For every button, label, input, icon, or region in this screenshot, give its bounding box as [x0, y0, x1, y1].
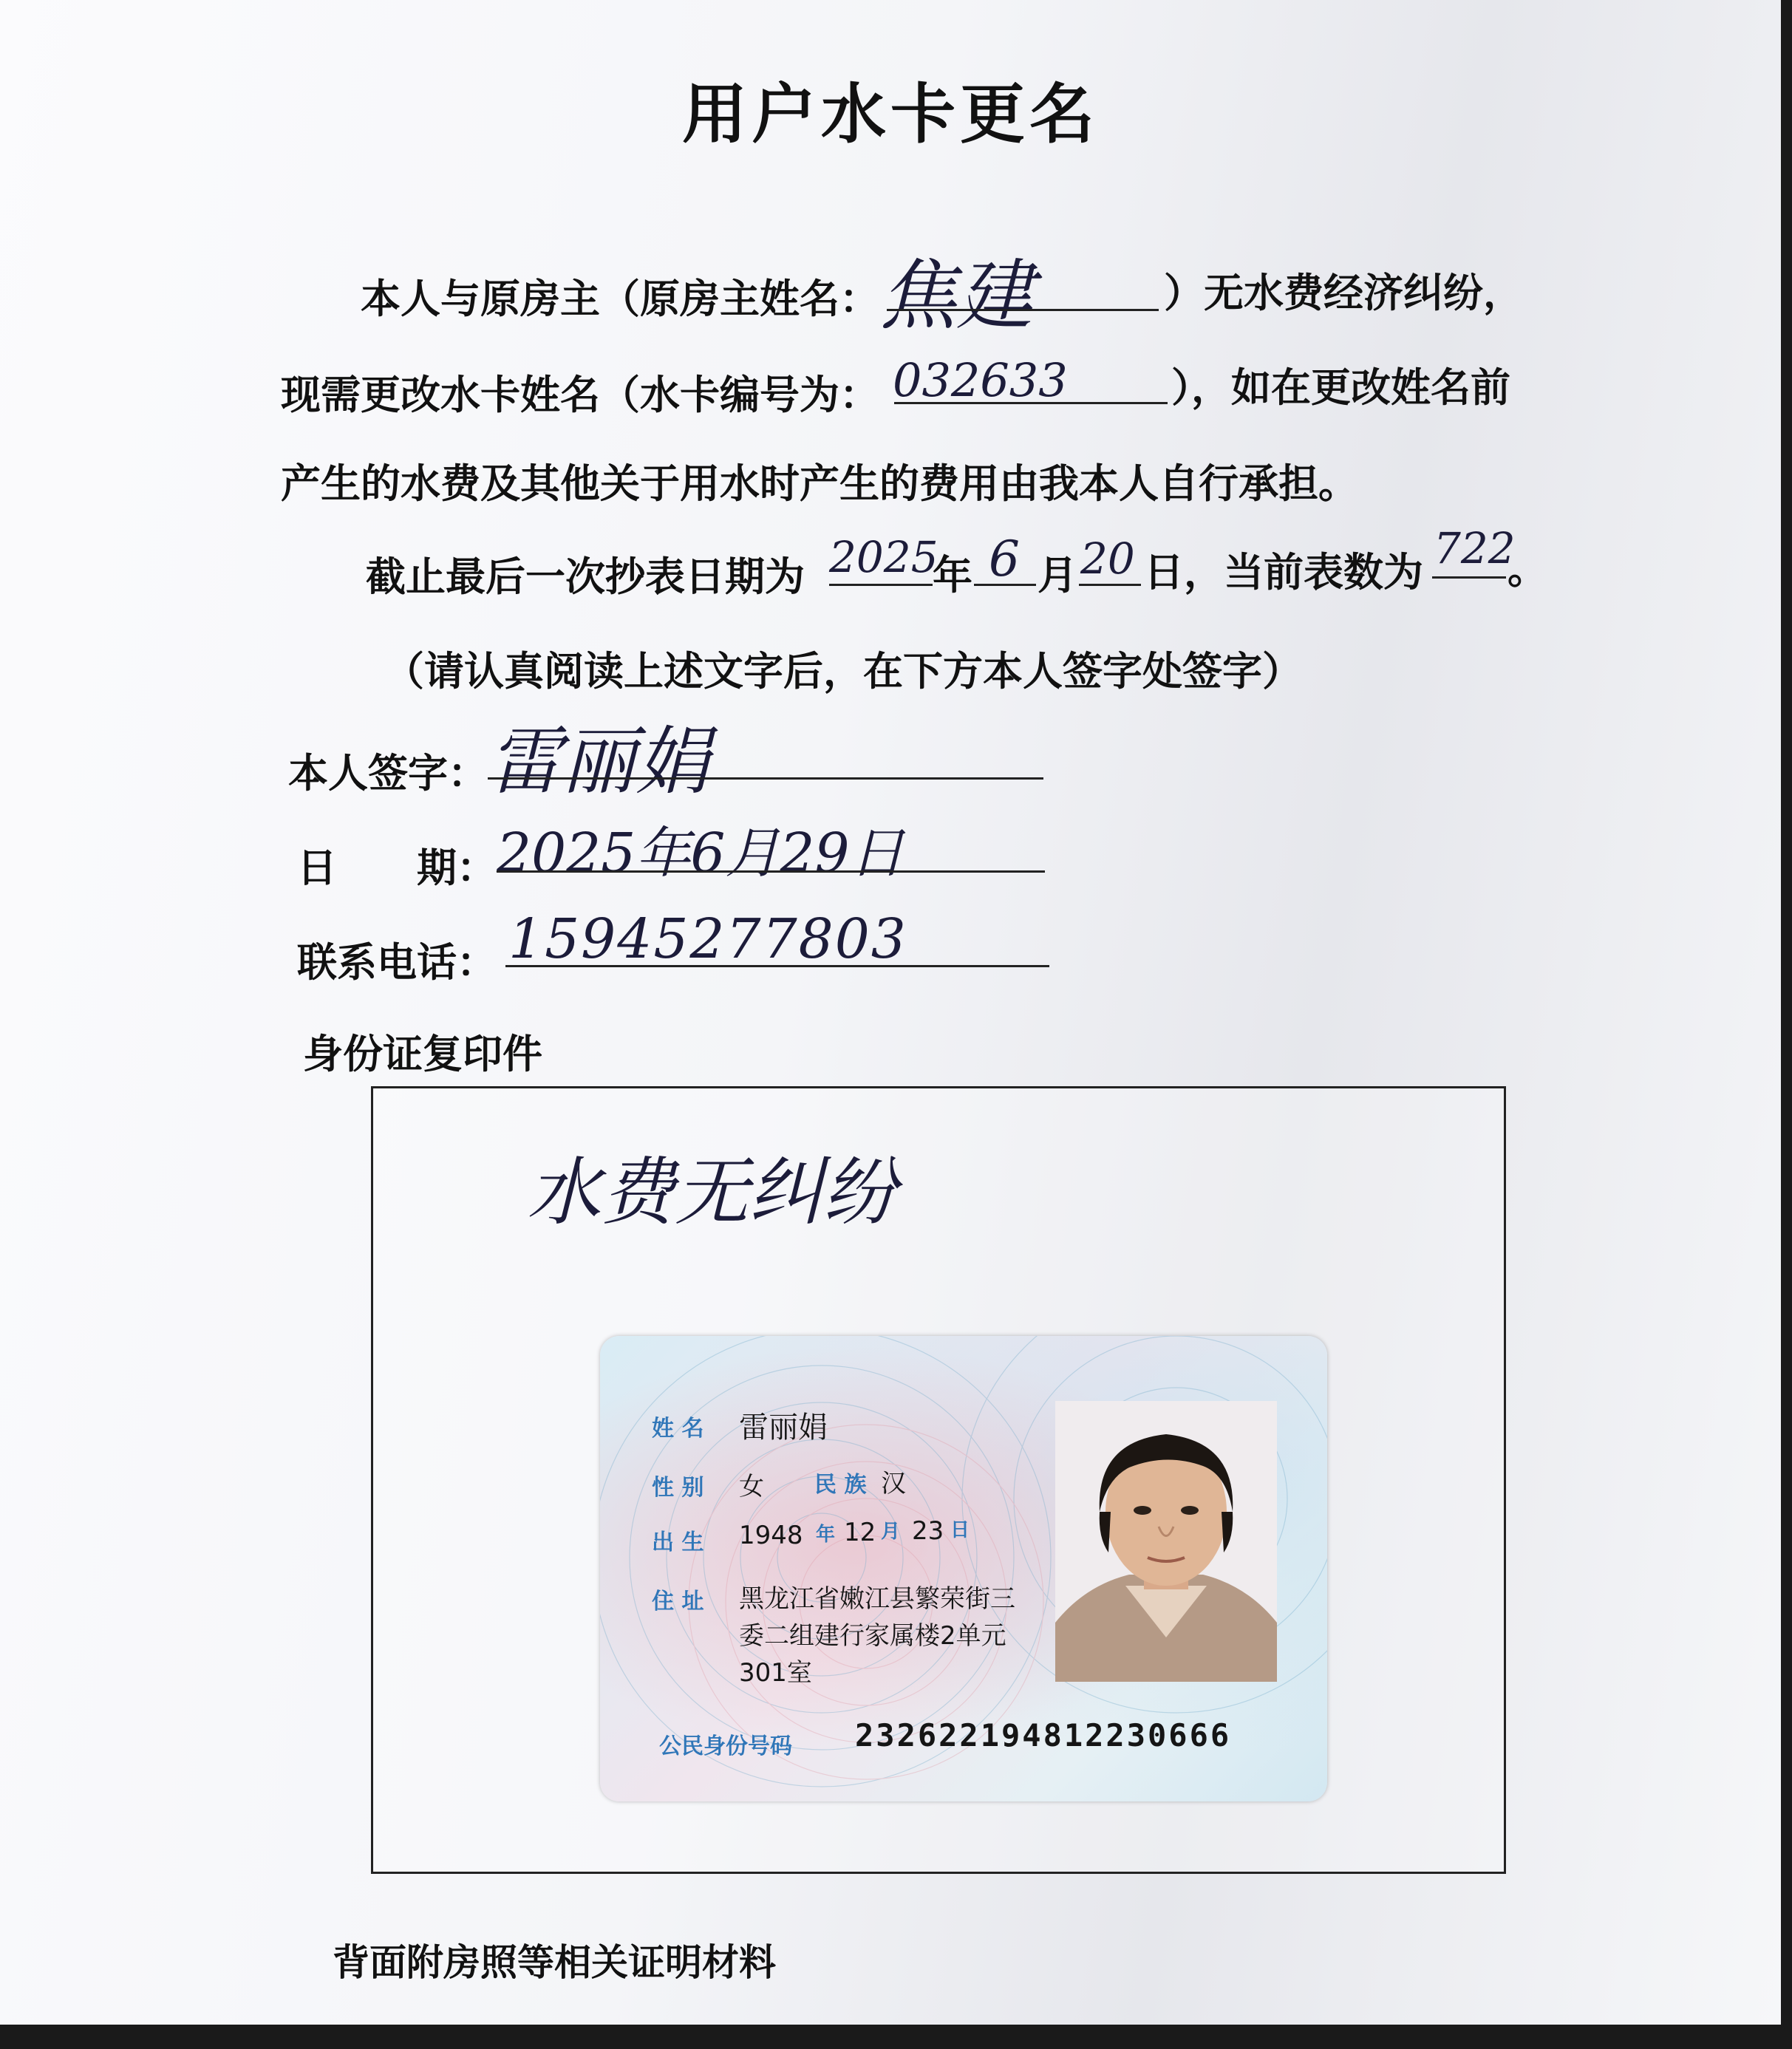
signature-label: 本人签字：: [288, 750, 488, 797]
signature-handwritten: 雷丽娟: [488, 718, 709, 805]
id-copy-label: 身份证复印件: [303, 1031, 542, 1077]
id-birth-month-unit: 月: [881, 1521, 901, 1543]
phone-underline: [505, 965, 1049, 967]
para4-prefix: 截止最后一次抄表日期为: [366, 553, 805, 600]
id-address-line2: 委二组建行家属楼2单元: [739, 1621, 1006, 1651]
id-birth-month: 12: [844, 1518, 876, 1547]
document-title: 用户水卡更名: [681, 76, 1099, 152]
id-sex: 女: [739, 1472, 764, 1501]
day-unit: 日，当前表数为: [1144, 549, 1423, 596]
id-number: 232622194812230666: [855, 1717, 1232, 1753]
signing-notice: （请认真阅读上述文字后，在下方本人签字处签字）: [384, 648, 1302, 695]
id-birth-label: 出 生: [652, 1530, 704, 1555]
phone-handwritten: 15945277803: [508, 907, 907, 971]
box-handwritten-note: 水费无纠纷: [527, 1149, 896, 1235]
year-underline: [829, 584, 933, 586]
para1-suffix: ）无水费经济纠纷，: [1164, 270, 1523, 316]
year-unit: 年: [933, 552, 972, 599]
month-unit: 月: [1038, 552, 1077, 599]
para2-prefix: 现需更改水卡姓名（水卡编号为：: [281, 372, 879, 418]
id-ethnicity: 汉: [881, 1469, 906, 1499]
meter-reading-handwritten: 722: [1434, 523, 1516, 573]
reading-day-handwritten: 20: [1080, 533, 1135, 584]
id-sex-label: 性 别: [652, 1475, 704, 1501]
id-birth-year: 1948: [739, 1521, 803, 1550]
reading-month-handwritten: 6: [989, 531, 1020, 587]
id-ethnicity-label: 民 族: [814, 1472, 867, 1498]
id-birth-year-unit: 年: [816, 1524, 836, 1546]
id-birth-day: 23: [912, 1516, 944, 1546]
id-name: 雷丽娟: [739, 1411, 828, 1445]
reading-underline: [1432, 576, 1506, 579]
para4-end: 。: [1507, 546, 1547, 593]
id-name-label: 姓 名: [652, 1416, 704, 1442]
id-number-label: 公民身份号码: [659, 1733, 792, 1759]
month-underline: [974, 584, 1036, 586]
day-underline: [1079, 584, 1141, 586]
owner-name-underline: [887, 309, 1159, 311]
footer-note: 背面附房照等相关证明材料: [333, 1941, 776, 1984]
phone-label: 联系电话：: [297, 939, 497, 986]
card-number-underline: [894, 402, 1168, 404]
date-handwritten: 2025年6月29日: [497, 822, 904, 885]
id-address-line1: 黑龙江省嫩江县繁荣街三: [739, 1584, 1015, 1614]
para3-text: 产生的水费及其他关于用水时产生的费用由我本人自行承担。: [281, 460, 1358, 507]
date-label: 日 期：: [297, 845, 497, 891]
id-address-label: 住 址: [652, 1589, 704, 1615]
para2-suffix: ），如在更改姓名前: [1171, 364, 1510, 411]
para1-prefix: 本人与原房主（原房主姓名：: [361, 276, 879, 322]
id-birth-day-unit: 日: [950, 1519, 970, 1541]
id-photo: [1055, 1401, 1277, 1682]
reading-year-handwritten: 2025: [829, 532, 938, 582]
signature-underline: [488, 777, 1043, 780]
id-address-line3: 301室: [739, 1658, 812, 1688]
card-number-handwritten: 032633: [893, 353, 1068, 407]
id-card-copy: [600, 1336, 1327, 1801]
owner-name-handwritten: 焦建: [879, 250, 1034, 341]
date-underline: [497, 870, 1045, 873]
